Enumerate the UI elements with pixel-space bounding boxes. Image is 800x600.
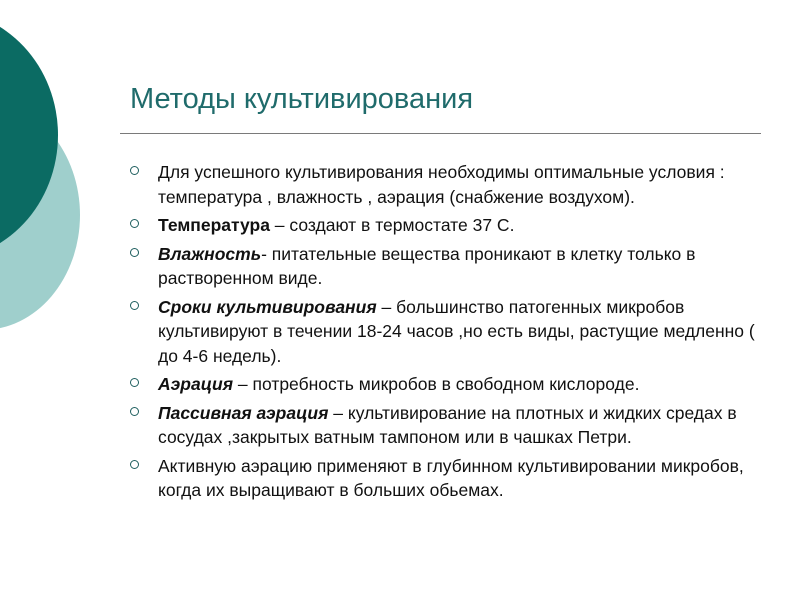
bullet-text: Для успешного культивирования необходимы оптимальные условия : температура , влажность , аэрация (снабжение воздухом). bbox=[158, 162, 725, 207]
bullet-text: – потребность микробов в свободном кислороде. bbox=[233, 374, 640, 394]
bullet-text: – культивирование на плотных и жидких средах в сосудах ,закрытых ватным тампоном или в чашках Петри. bbox=[158, 402, 737, 447]
bullet-text: - питательные вещества проникают в клетку только в растворенном виде. bbox=[158, 243, 696, 288]
bullet-item bbox=[130, 213, 760, 238]
bullet-term: Сроки культивирования bbox=[158, 296, 377, 317]
bullet-marker-icon bbox=[130, 301, 139, 310]
bullet-text: – создают в термостате 37 С. bbox=[269, 215, 515, 235]
title-divider bbox=[120, 133, 761, 134]
bullet-marker-icon bbox=[130, 378, 139, 387]
bullet-item bbox=[130, 295, 760, 369]
bullet-term: Температура bbox=[158, 215, 270, 235]
bullet-marker-icon bbox=[130, 166, 139, 175]
bullet-item bbox=[130, 242, 760, 291]
bullet-item bbox=[130, 372, 760, 397]
bullet-list bbox=[130, 160, 760, 507]
bullet-term: Влажность bbox=[158, 243, 262, 264]
bullet-item bbox=[130, 160, 760, 209]
slide-title: Методы культивирования bbox=[130, 83, 474, 115]
bullet-item bbox=[130, 454, 760, 503]
bullet-marker-icon bbox=[130, 460, 139, 469]
bullet-marker-icon bbox=[130, 248, 139, 257]
bullet-item bbox=[130, 401, 760, 450]
bullet-text: Активную аэрацию применяют в глубинном культивировании микробов, когда их выращивают в больших обьемах. bbox=[158, 455, 744, 500]
bullet-text: – большинство патогенных микробов культивируют в течении 18-24 часов ,но есть виды, растущие медленно ( до 4-6 недель). bbox=[158, 296, 755, 366]
bullet-term: Пассивная аэрация bbox=[158, 402, 329, 423]
bullet-marker-icon bbox=[130, 219, 139, 228]
bullet-term: Аэрация bbox=[158, 374, 234, 394]
bullet-marker-icon bbox=[130, 407, 139, 416]
